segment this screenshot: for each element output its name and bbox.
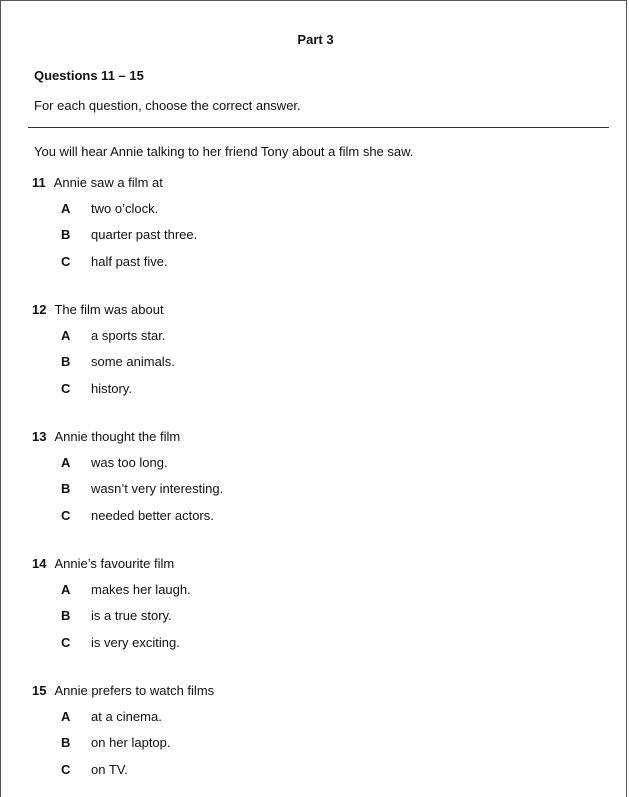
option-letter: A [61, 582, 71, 597]
option-text: was too long. [91, 455, 168, 470]
question-stem [32, 302, 164, 317]
option-letter: B [61, 227, 71, 242]
option-letter: C [61, 508, 71, 523]
option-letter: A [61, 455, 71, 470]
answer-option [61, 735, 171, 750]
option-letter: A [61, 709, 71, 724]
answer-option [61, 354, 175, 369]
option-letter: C [61, 762, 71, 777]
answer-option [61, 608, 172, 623]
question-number: 14 [32, 556, 47, 571]
option-text: on TV. [91, 762, 128, 777]
option-letter: C [61, 635, 71, 650]
question-stem [32, 429, 180, 444]
option-letter: B [61, 481, 71, 496]
option-text: makes her laugh. [91, 582, 191, 597]
answer-option [61, 762, 128, 777]
option-text: quarter past three. [91, 227, 198, 242]
answer-option [61, 381, 132, 396]
question-number: 11 [32, 175, 46, 190]
question-stem [32, 683, 214, 698]
answer-option [61, 254, 168, 269]
option-letter: C [61, 381, 71, 396]
question-number: 13 [32, 429, 47, 444]
option-text: a sports star. [91, 328, 166, 343]
option-text: history. [91, 381, 132, 396]
answer-option [61, 201, 158, 216]
intro-text: You will hear Annie talking to her friend Tony about a film she saw. [34, 144, 414, 159]
question-text: Annie’s favourite film [54, 556, 175, 571]
option-text: two o’clock. [91, 201, 159, 216]
option-text: is a true story. [91, 608, 172, 623]
answer-option [61, 227, 197, 242]
question-text: Annie saw a film at [53, 175, 163, 190]
answer-option [61, 481, 223, 496]
question-text: The film was about [54, 302, 164, 317]
option-text: some animals. [91, 354, 175, 369]
answer-option [61, 328, 165, 343]
answer-option [61, 455, 168, 470]
part-title: Part 3 [297, 32, 334, 47]
question-text: Annie prefers to watch films [54, 683, 215, 698]
option-letter: A [61, 201, 71, 216]
questions-title: Questions 11 – 15 [34, 68, 144, 83]
instruction-text: For each question, choose the correct answer. [34, 98, 301, 113]
option-text: on her laptop. [91, 735, 171, 750]
question-stem [32, 556, 174, 571]
option-text: half past five. [91, 254, 168, 269]
answer-option [61, 709, 162, 724]
divider [28, 127, 609, 128]
option-text: is very exciting. [91, 635, 180, 650]
option-text: at a cinema. [91, 709, 162, 724]
option-text: needed better actors. [91, 508, 214, 523]
question-stem [32, 175, 163, 190]
option-letter: B [61, 735, 71, 750]
question-text: Annie thought the film [54, 429, 181, 444]
question-number: 12 [32, 302, 47, 317]
answer-option [61, 508, 214, 523]
option-letter: C [61, 254, 71, 269]
question-number: 15 [32, 683, 47, 698]
option-letter: B [61, 608, 71, 623]
answer-option [61, 635, 180, 650]
option-letter: A [61, 328, 71, 343]
option-text: wasn’t very interesting. [91, 481, 224, 496]
answer-option [61, 582, 191, 597]
option-letter: B [61, 354, 71, 369]
